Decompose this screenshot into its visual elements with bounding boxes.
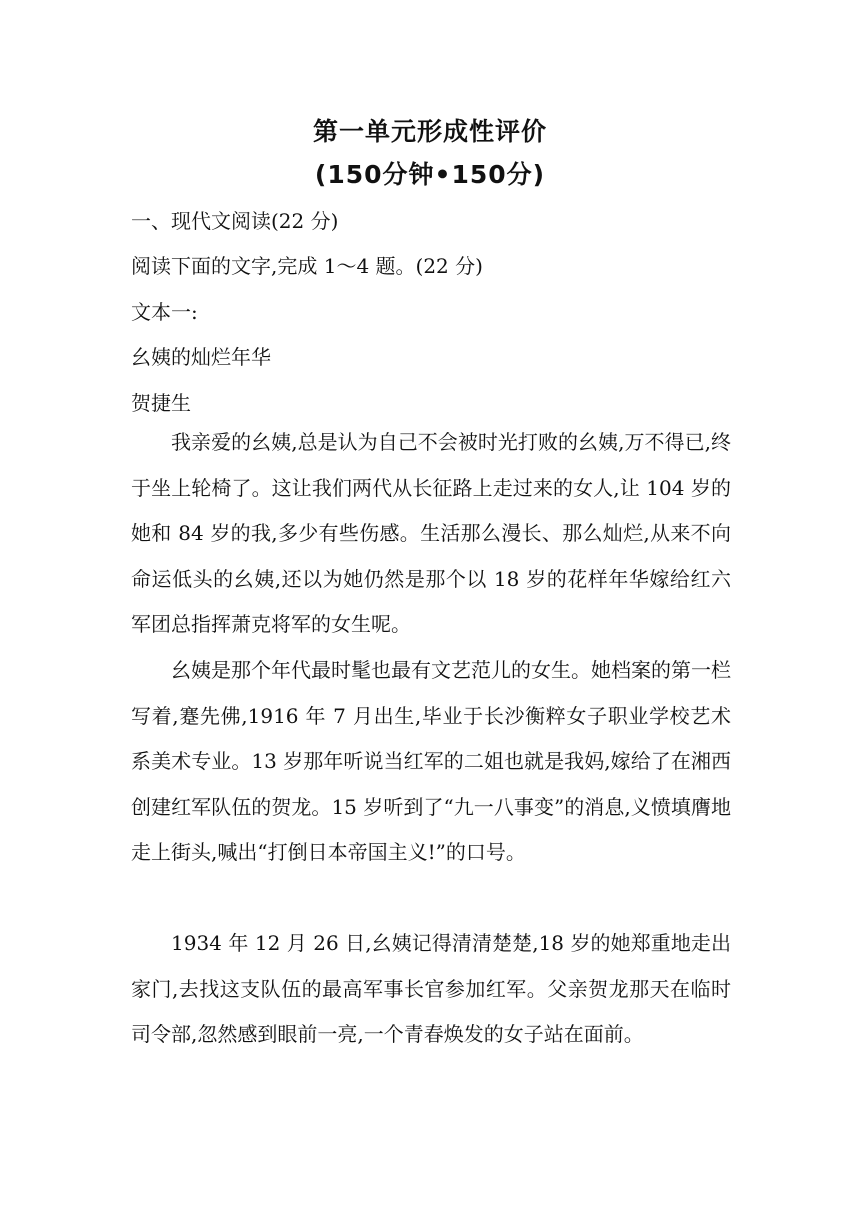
article-author: 贺捷生 <box>131 391 191 415</box>
article-paragraph: 1934 年 12 月 26 日,幺姨记得清清楚楚,18 岁的她郑重地走出家门,去找这支队伍的最高军事长官参加红军。父亲贺龙那天在临时司令部,忽然感到眼前一亮,一个青春焕发的女子站在面前。 <box>131 931 731 1046</box>
text-label: 文本一: <box>131 300 198 324</box>
article-title: 幺姨的灿烂年华 <box>131 345 271 369</box>
document-subtitle: (150分钟•150分) <box>314 160 546 189</box>
section-heading: 一、现代文阅读(22 分) <box>131 209 339 233</box>
question-instruction: 阅读下面的文字,完成 1～4 题。(22 分) <box>131 254 483 278</box>
article-paragraph: 幺姨是那个年代最时髦也最有文艺范儿的女生。她档案的第一栏写着,蹇先佛,1916 年 7 月出生,毕业于长沙衡粹女子职业学校艺术系美术专业。13 岁那年听说当红军的二姐也就是我妈,嫁给了在湘西创建红军队伍的贺龙。15 岁听到了“九一八事变”的消息,义愤填膺地走上街头,喊出“打倒日本帝国主义!”的口号。 <box>131 658 731 864</box>
document-title: 第一单元形成性评价 <box>312 117 547 146</box>
article-paragraph: 我亲爱的幺姨,总是认为自己不会被时光打败的幺姨,万不得已,终于坐上轮椅了。这让我们两代从长征路上走过来的女人,让 104 岁的她和 84 岁的我,多少有些伤感。生活那么漫长、那么灿烂,从来不向命运低头的幺姨,还以为她仍然是那个以 18 岁的花样年华嫁给红六军团总指挥萧克将军的女生呢。 <box>131 430 731 636</box>
